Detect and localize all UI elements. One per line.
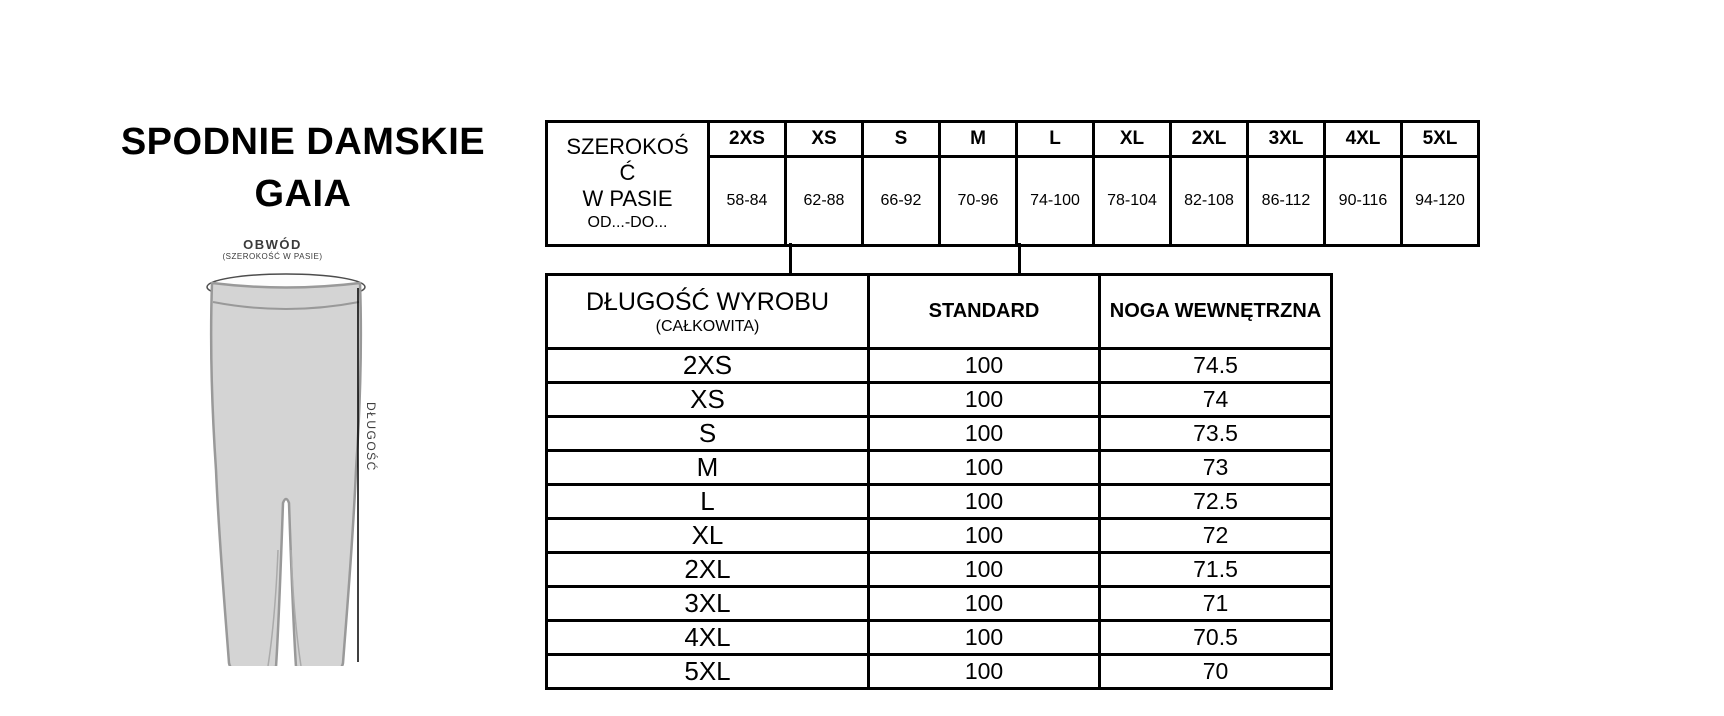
length-header-cell <box>547 275 869 349</box>
width-size-header-cell: 3XL <box>1248 122 1325 157</box>
width-range-cell: 58-84 <box>709 157 786 246</box>
waist-width-header-cell <box>547 122 709 246</box>
table-connector-line-right <box>1018 243 1021 276</box>
width-size-header-cell: L <box>1017 122 1094 157</box>
width-size-header-cell: M <box>940 122 1017 157</box>
width-size-header-cell: 2XL <box>1171 122 1248 157</box>
length-inner-leg-cell: 71 <box>1100 587 1332 621</box>
length-standard-cell: 100 <box>869 621 1100 655</box>
length-inner-leg-cell: 74.5 <box>1100 349 1332 383</box>
length-inner-leg-cell: 73.5 <box>1100 417 1332 451</box>
length-standard-cell: 100 <box>869 587 1100 621</box>
length-standard-cell: 100 <box>869 519 1100 553</box>
width-range-cell: 78-104 <box>1094 157 1171 246</box>
waist-header-line: W PASIE <box>582 185 673 211</box>
length-size-cell: 3XL <box>547 587 869 621</box>
length-size-cell: 2XL <box>547 553 869 587</box>
waist-measure-sublabel: (SZEROKOŚĆ W PASIE) <box>222 252 323 261</box>
length-measure-label: DŁUGOŚĆ <box>364 402 378 472</box>
length-size-cell: L <box>547 485 869 519</box>
waist-measure-label: OBWÓD <box>243 237 302 252</box>
length-size-cell: 2XS <box>547 349 869 383</box>
length-table-row <box>547 383 1332 417</box>
length-inner-leg-cell: 70 <box>1100 655 1332 689</box>
standard-header-cell: STANDARD <box>869 275 1100 349</box>
length-table-row <box>547 621 1332 655</box>
pants-shape <box>211 283 361 666</box>
length-size-cell: M <box>547 451 869 485</box>
length-standard-cell: 100 <box>869 485 1100 519</box>
table-connector-line-left <box>789 243 792 276</box>
product-title <box>88 116 518 220</box>
length-standard-cell: 100 <box>869 417 1100 451</box>
length-table-row <box>547 519 1332 553</box>
width-range-cell: 74-100 <box>1017 157 1094 246</box>
length-inner-leg-cell: 72 <box>1100 519 1332 553</box>
length-table-row <box>547 417 1332 451</box>
length-size-cell: 5XL <box>547 655 869 689</box>
length-inner-leg-cell: 70.5 <box>1100 621 1332 655</box>
width-range-cell: 62-88 <box>786 157 863 246</box>
width-range-cell: 94-120 <box>1402 157 1479 246</box>
width-size-header-cell: 4XL <box>1325 122 1402 157</box>
width-sizes-row <box>547 122 1479 157</box>
width-range-cell: 70-96 <box>940 157 1017 246</box>
width-range-cell: 66-92 <box>863 157 940 246</box>
length-table-row <box>547 485 1332 519</box>
length-standard-cell: 100 <box>869 451 1100 485</box>
length-table-header-row <box>547 275 1332 349</box>
waist-header-line: SZEROKOŚ <box>566 133 689 159</box>
length-standard-cell: 100 <box>869 349 1100 383</box>
length-size-cell: XS <box>547 383 869 417</box>
product-length-table-body <box>547 275 1332 689</box>
inner-leg-header-cell: NOGA WEWNĘTRZNA <box>1100 275 1332 349</box>
length-standard-cell: 100 <box>869 655 1100 689</box>
length-table-row <box>547 553 1332 587</box>
length-table-row <box>547 349 1332 383</box>
length-inner-leg-cell: 73 <box>1100 451 1332 485</box>
waist-header-range-hint: OD...-DO... <box>587 213 668 231</box>
length-table-row <box>547 655 1332 689</box>
width-range-cell: 82-108 <box>1171 157 1248 246</box>
width-size-header-cell: XL <box>1094 122 1171 157</box>
waist-header-line: Ć <box>619 159 636 185</box>
width-size-header-cell: S <box>863 122 940 157</box>
width-range-cell: 86-112 <box>1248 157 1325 246</box>
length-table-row <box>547 451 1332 485</box>
length-header-title: DŁUGOŚĆ WYROBU <box>585 287 830 316</box>
length-standard-cell: 100 <box>869 383 1100 417</box>
width-size-header-cell: 5XL <box>1402 122 1479 157</box>
product-title-line2: GAIA <box>254 173 352 215</box>
length-size-cell: XL <box>547 519 869 553</box>
product-title-line1: SPODNIE DAMSKIE <box>120 121 486 163</box>
length-size-cell: 4XL <box>547 621 869 655</box>
width-range-cell: 90-116 <box>1325 157 1402 246</box>
waist-width-table <box>545 120 1480 247</box>
length-table-row <box>547 587 1332 621</box>
length-standard-cell: 100 <box>869 553 1100 587</box>
length-header-subtitle: (CAŁKOWITA) <box>655 317 760 335</box>
width-size-header-cell: 2XS <box>709 122 786 157</box>
product-length-table <box>545 273 1333 690</box>
width-size-header-cell: XS <box>786 122 863 157</box>
length-inner-leg-cell: 72.5 <box>1100 485 1332 519</box>
length-size-cell: S <box>547 417 869 451</box>
length-inner-leg-cell: 71.5 <box>1100 553 1332 587</box>
length-inner-leg-cell: 74 <box>1100 383 1332 417</box>
